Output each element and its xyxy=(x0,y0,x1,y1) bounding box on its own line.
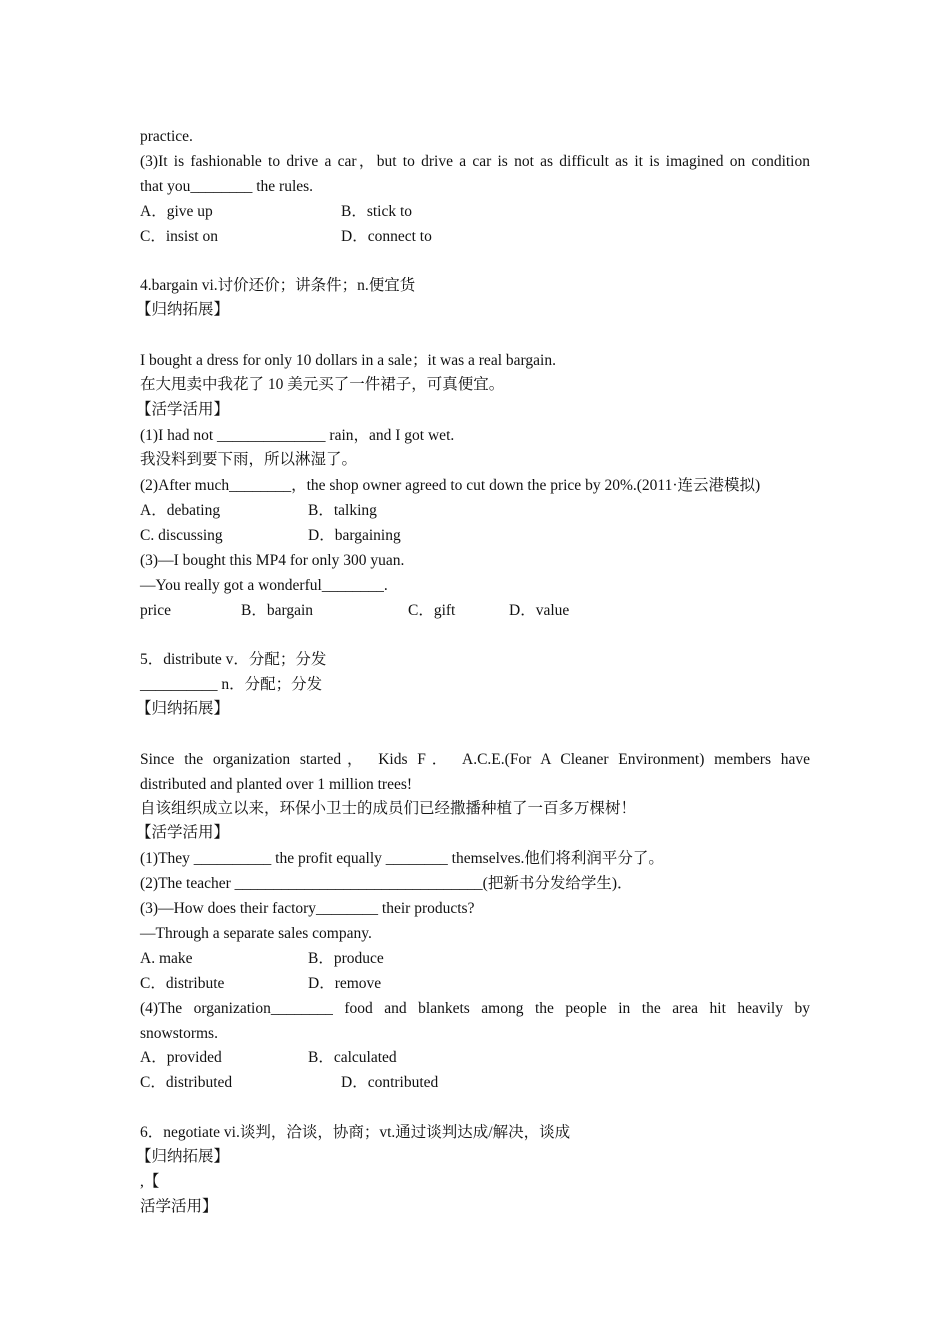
question-3-stem-cont: that you________ the rules. xyxy=(140,178,314,195)
label-summary: 【归纳拓展】 xyxy=(136,301,230,318)
example-sentence-cont: distributed and planted over 1 million trees! xyxy=(140,776,413,793)
option-a: A．provided xyxy=(140,1049,222,1066)
option-c: C．distributed xyxy=(140,1074,233,1091)
label-practice: 活学活用】 xyxy=(140,1198,218,1215)
option-c: C．gift xyxy=(408,602,456,619)
question-3-stem: (3)It is fashionable to drive a car，but to drive a car is not as difficult as it is imagined on condition xyxy=(140,153,810,170)
exercise-line: (2)The teacher ________________________________(把新书分发给学生)． xyxy=(140,875,633,892)
example-sentence: Since the organization started， Kids F． A.C.E.(For A Cleaner Environment) members have xyxy=(140,751,810,768)
option-d: D．contributed xyxy=(341,1074,439,1091)
example-translation: 在大甩卖中我花了 10 美元买了一件裙子，可真便宜。 xyxy=(140,376,505,393)
exercise-line: (3)—How does their factory________ their products? xyxy=(140,900,475,917)
exercise-line-cont: snowstorms. xyxy=(140,1025,218,1042)
exercise-line: __________ n．分配；分发 xyxy=(140,676,323,693)
option-d: D．bargaining xyxy=(308,527,401,544)
exercise-line: (1)They __________ the profit equally ________ themselves.他们将利润平分了。 xyxy=(140,850,664,867)
exercise-line: —You really got a wonderful________. xyxy=(140,577,388,594)
exercise-line: —Through a separate sales company. xyxy=(140,925,372,942)
option-c: C．distribute xyxy=(140,975,225,992)
label-summary: 【归纳拓展】 xyxy=(136,1148,230,1165)
option-d: D．connect to xyxy=(341,228,432,245)
option-a: price xyxy=(140,602,171,619)
option-b: B．bargain xyxy=(241,602,314,619)
example-sentence: I bought a dress for only 10 dollars in a sale；it was a real bargain. xyxy=(140,352,556,369)
option-a: A. make xyxy=(140,950,193,967)
text-fragment: ,【 xyxy=(140,1173,160,1190)
option-b: B．talking xyxy=(308,502,377,519)
option-a: A．debating xyxy=(140,502,221,519)
exercise-line: (1)I had not ______________ rain，and I got wet. xyxy=(140,427,455,444)
exercise-line: (4)The organization________ food and blankets among the people in the area hit heavily by xyxy=(140,1000,810,1017)
label-practice: 【活学活用】 xyxy=(136,401,230,418)
option-b: B．stick to xyxy=(341,203,413,220)
option-c: C. discussing xyxy=(140,527,223,544)
option-a: A．give up xyxy=(140,203,213,220)
section-heading-distribute: 5．distribute v．分配；分发 xyxy=(140,651,327,668)
exercise-translation: 我没料到要下雨，所以淋湿了。 xyxy=(140,451,358,468)
section-heading-bargain: 4.bargain vi.讨价还价；讲条件；n.便宜货 xyxy=(140,277,416,294)
label-practice: 【活学活用】 xyxy=(136,824,230,841)
option-d: D．value xyxy=(509,602,570,619)
exercise-line: (3)—I bought this MP4 for only 300 yuan. xyxy=(140,552,405,569)
label-summary: 【归纳拓展】 xyxy=(136,700,230,717)
section-heading-negotiate: 6．negotiate vi.谈判，洽谈，协商；vt.通过谈判达成/解决，谈成 xyxy=(140,1124,571,1141)
option-b: B．produce xyxy=(308,950,384,967)
option-c: C．insist on xyxy=(140,228,218,245)
option-b: B．calculated xyxy=(308,1049,397,1066)
example-translation: 自该组织成立以来，环保小卫士的成员们已经撒播种植了一百多万棵树！ xyxy=(140,800,637,817)
exercise-line: (2)After much________，the shop owner agreed to cut down the price by 20%.(2011·连云港模拟) xyxy=(140,477,761,494)
option-d: D．remove xyxy=(308,975,382,992)
text-line: practice. xyxy=(140,128,193,145)
